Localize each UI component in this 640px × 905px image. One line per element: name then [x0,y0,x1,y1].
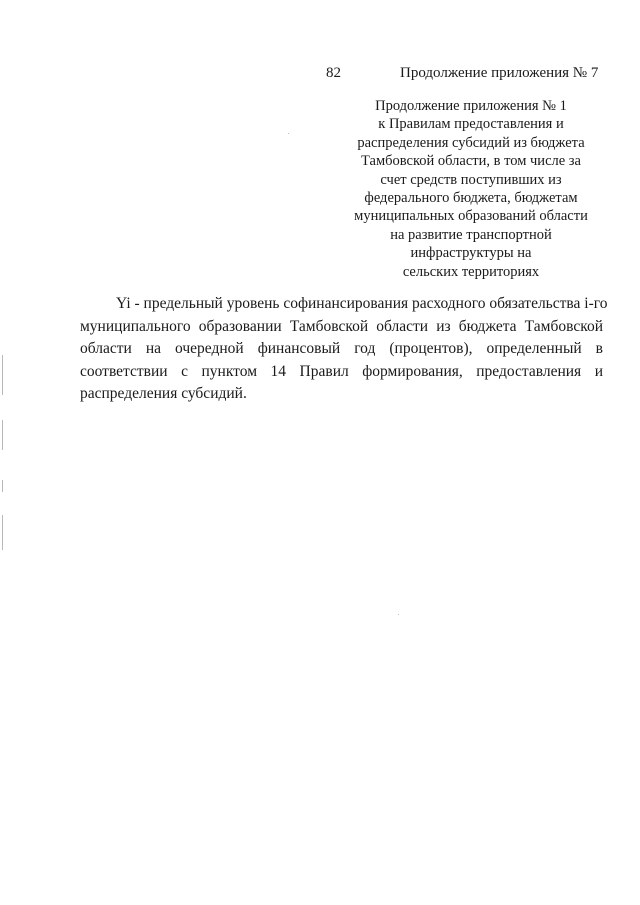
scan-artifact [2,515,3,550]
annex-line: федерального бюджета, бюджетам [364,190,578,207]
scan-artifact [2,480,3,492]
annex-line: Тамбовской области, в том числе за [361,153,581,170]
paragraph-line: соответствии с пунктом 14 Правил формирования, предоставления и [80,362,603,380]
definition-paragraph [80,293,608,406]
annex-reference-block [336,97,606,281]
paragraph-line: муниципального образовании Тамбовской области из бюджета Тамбовской [80,317,603,335]
scan-artifact [288,133,289,134]
annex-line: сельских территориях [402,263,540,280]
annex-line: к Правилам предоставления и [378,116,564,133]
paragraph-line: Yi - предельный уровень софинансирования расходного обязательства i-го [116,295,608,312]
continuation-header: Продолжение приложения № 7 [400,65,599,81]
scan-artifact [2,420,3,450]
annex-line: инфраструктуры на [410,245,532,262]
annex-line: муниципальных образований области [354,208,588,225]
annex-line: распределения субсидий из бюджета [357,134,585,151]
paragraph-line: распределения субсидий. [80,385,247,402]
page-number: 82 [326,65,341,81]
scan-artifact [2,355,3,395]
annex-line: на развитие транспортной [390,226,552,243]
annex-line: счет средств поступивших из [380,171,562,188]
annex-line: Продолжение приложения № 1 [375,98,567,114]
paragraph-line: области на очередной финансовый год (процентов), определенный в [80,340,603,357]
scan-artifact [398,614,399,615]
